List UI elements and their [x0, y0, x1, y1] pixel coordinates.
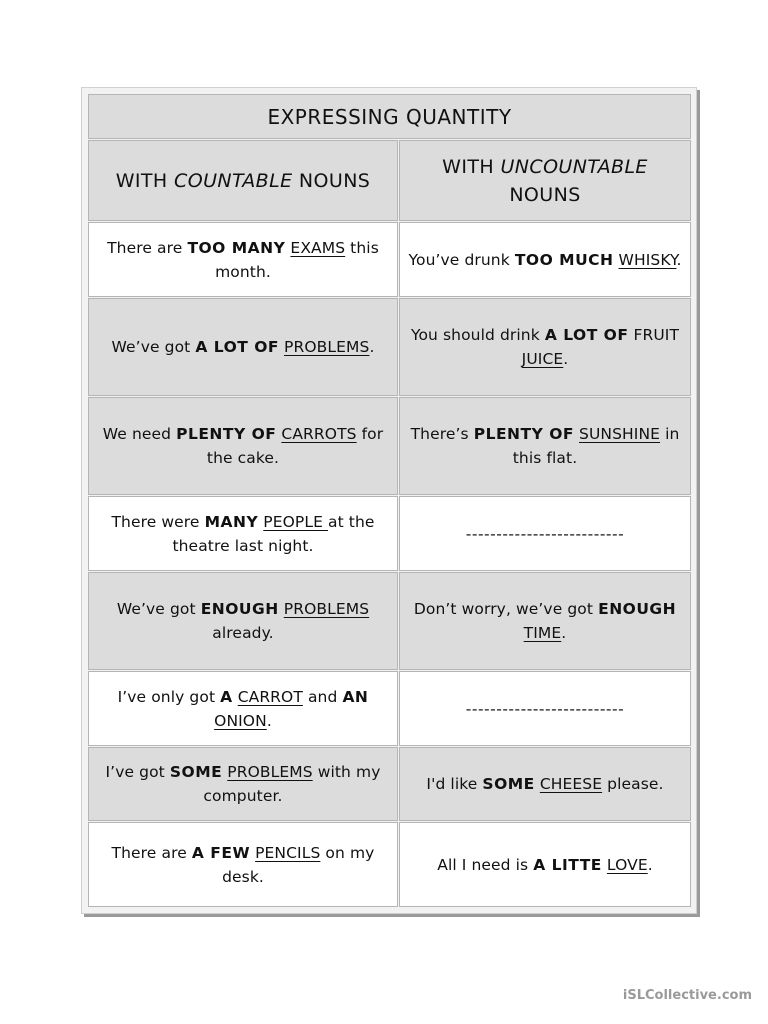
site-watermark: iSLCollective.com — [622, 988, 752, 1003]
title-text: EXPRESSING QUANTITY — [267, 104, 512, 129]
uncountable-example-7: I'd like SOME CHEESE please. — [399, 747, 691, 821]
countable-example-8: There are A FEW PENCILS on my desk. — [88, 822, 398, 907]
uncountable-example-5: Don’t worry, we’ve got ENOUGH TIME. — [399, 572, 691, 670]
uncountable-example-4: -------------------------- — [399, 496, 691, 571]
uncountable-example-8: All I need is A LITTE LOVE. — [399, 822, 691, 907]
header-countable: WITH COUNTABLE NOUNS — [88, 140, 398, 221]
worksheet — [81, 87, 697, 914]
uncountable-example-1: You’ve drunk TOO MUCH WHISKY. — [399, 222, 691, 297]
countable-example-3: We need PLENTY OF CARROTS for the cake. — [88, 397, 398, 495]
countable-example-4: There were MANY PEOPLE at the theatre last night. — [88, 496, 398, 571]
header-uncountable: WITH UNCOUNTABLE NOUNS — [399, 140, 691, 221]
countable-example-2: We’ve got A LOT OF PROBLEMS. — [88, 298, 398, 396]
uncountable-example-6: -------------------------- — [399, 671, 691, 746]
uncountable-example-3: There’s PLENTY OF SUNSHINE in this flat. — [399, 397, 691, 495]
countable-example-1: There are TOO MANY EXAMS this month. — [88, 222, 398, 297]
countable-example-5: We’ve got ENOUGH PROBLEMS already. — [88, 572, 398, 670]
worksheet-title — [88, 94, 691, 139]
countable-example-6: I’ve only got A CARROT and AN ONION. — [88, 671, 398, 746]
countable-example-7: I’ve got SOME PROBLEMS with my computer. — [88, 747, 398, 821]
uncountable-example-2: You should drink A LOT OF FRUIT JUICE. — [399, 298, 691, 396]
